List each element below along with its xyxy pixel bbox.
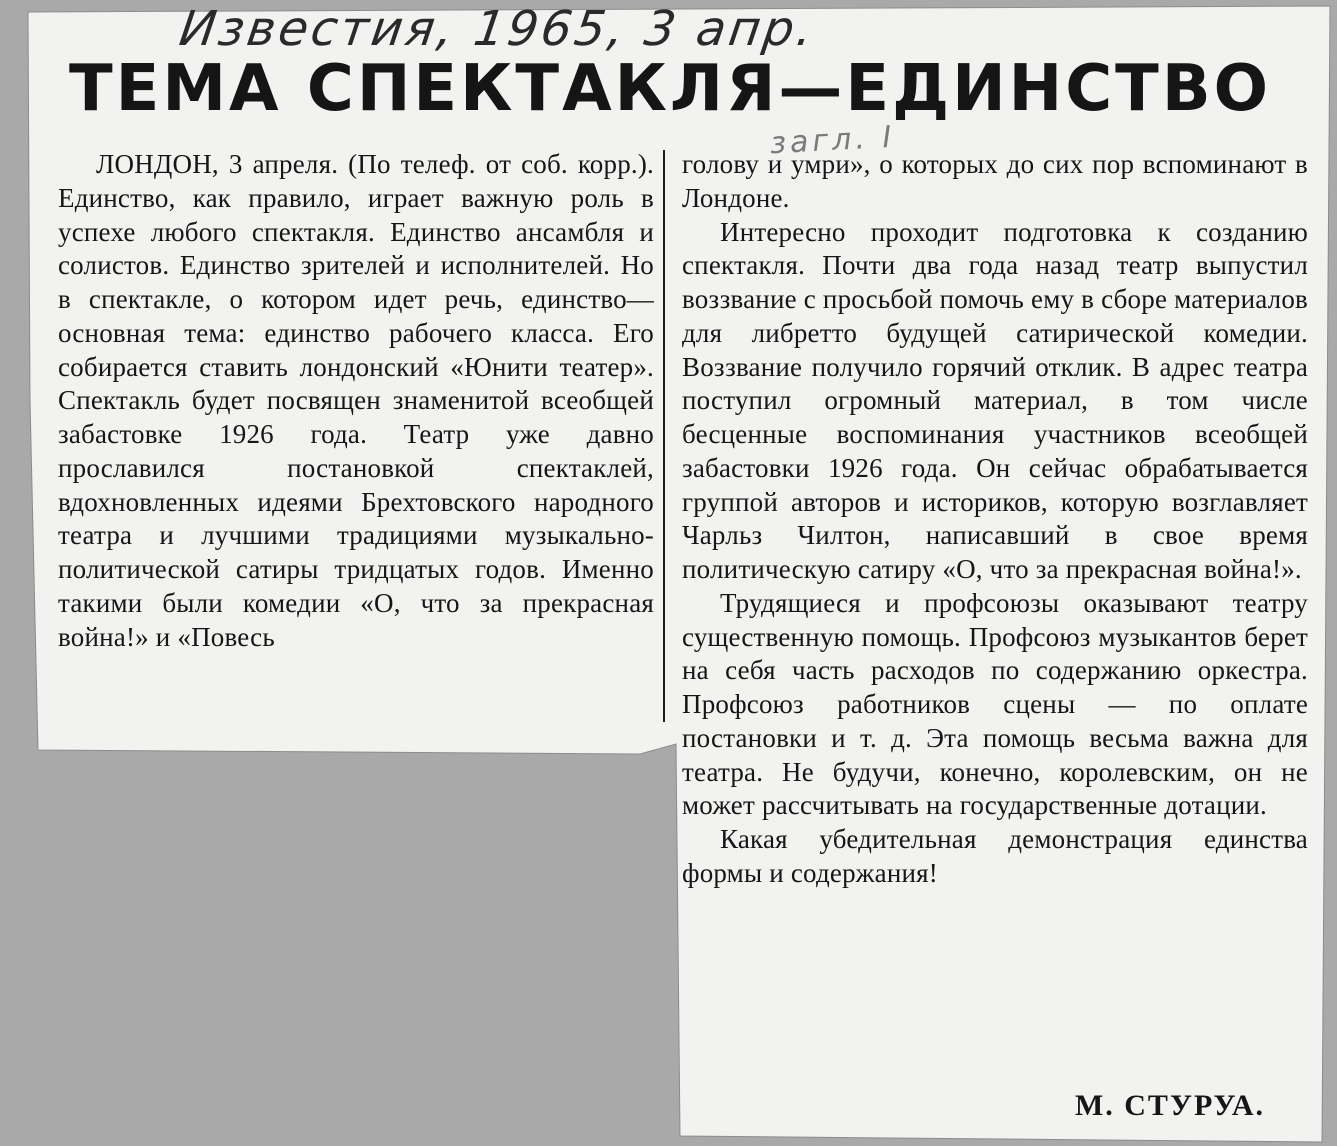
paragraph: Интересно проходит подготовка к созданию спектакля. Почти два года назад театр выпустил воззвание с просьбой помочь ему в сборе материалов для либретто будущей сатирической комедии. Воззвание получило горячий отклик. В адрес театра поступил огромный материал, в том числе бесценные воспоминания участников всеобщей забастовки 1926 года. Он сейчас обрабатывается группой авторов и историков, которую возглавляет Чарльз Чилтон, написавший в свое время политическую сатиру «О, что за прекрасная война!». (682, 216, 1308, 584)
author-signature: М. СТУРУА. (1074, 1089, 1265, 1122)
article-column-left (58, 148, 654, 654)
paragraph: Какая убедительная демонстрация единства формы и содержания! (682, 824, 1308, 888)
paragraph: Трудящиеся и профсоюзы оказывают театру существенную помощь. Профсоюз музыкантов берет на себя часть расходов по содержанию оркестра. Профсоюз работников сцены — по оплате постановки и т. д. Эта помощь весьма важна для театра. Не будучи, конечно, королевским, он не может рассчитывать на государственные дотации. (682, 587, 1308, 821)
handwritten-source-note: Известия, 1965, 3 апр. (176, 1, 820, 57)
pencil-archive-note: загл. I (769, 119, 897, 162)
paragraph: голову и умри», о которых до сих пор вспоминают в Лондоне. (682, 149, 1308, 213)
paragraph: ЛОНДОН, 3 апреля. (По телеф. от соб. корр.). Единство, как правило, играет важную роль в успехе любого спектакля. Единство ансамбля и солистов. Единство зрителей и исполнителей. Но в спектакле, о котором идет речь, единство—основная тема: единство рабочего класса. Его собирается ставить лондонский «Юнити театер». Спектакль будет посвящен знаменитой всеобщей забастовке 1926 года. Театр уже давно прославился постановкой спектаклей, вдохновленных идеями Брехтовского народного театра и лучшими традициями музыкально-политической сатиры тридцатых годов. Именно такими были комедии «О, что за прекрасная война!» и «Повесь (58, 149, 654, 652)
article-headline: ТЕМА СПЕКТАКЛЯ—ЕДИНСТВО (68, 52, 1272, 126)
article-column-right (682, 148, 1308, 891)
